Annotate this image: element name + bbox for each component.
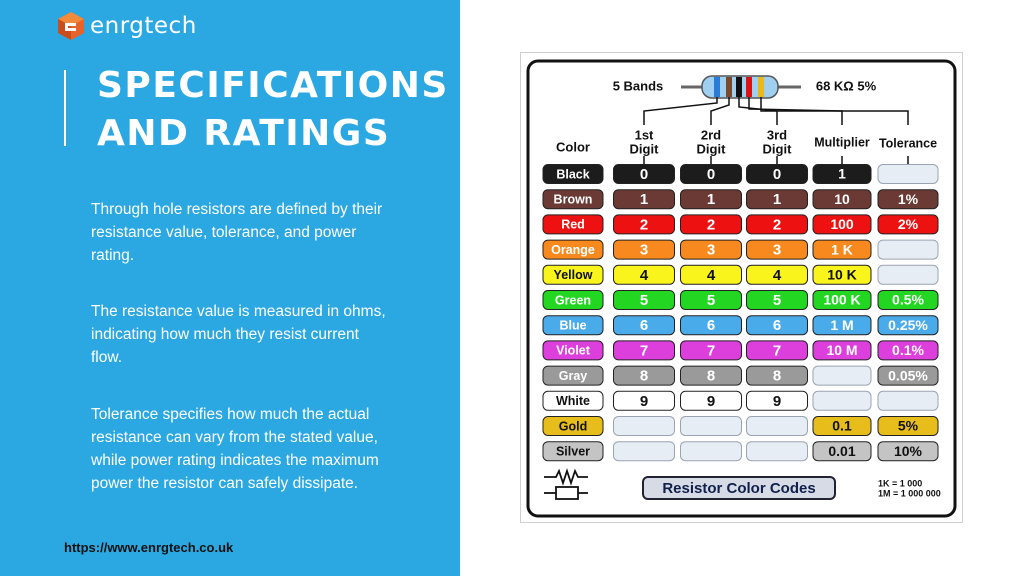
value-pill (614, 442, 675, 461)
value-label: 9 (706, 392, 716, 410)
color-name-label: Blue (559, 318, 587, 333)
footnote-line: 1K = 1 000 (878, 478, 923, 489)
value-label: 10 M (826, 342, 858, 359)
column-header-digit2-line2: Digit (696, 141, 726, 157)
value-label: 7 (639, 342, 649, 360)
column-header-tolerance: Tolerance (878, 136, 938, 151)
value-pill (681, 417, 742, 436)
value-label: 2 (706, 216, 716, 234)
value-pill (878, 265, 938, 284)
chart-title: Resistor Color Codes (662, 479, 816, 497)
value-label: 6 (639, 317, 649, 335)
value-label: 0 (706, 165, 716, 183)
column-header-digit1-line2: Digit (629, 141, 659, 157)
enrgtech-logo-icon (56, 11, 86, 41)
value-label: 0.25% (888, 316, 928, 333)
color-name-label: Silver (555, 444, 591, 459)
value-label: 5% (897, 417, 919, 434)
value-label: 1 (772, 191, 782, 209)
value-label: 0.05% (888, 367, 928, 384)
value-label: 6 (772, 317, 782, 335)
color-name-label: Orange (551, 242, 595, 257)
value-label: 2 (639, 216, 649, 234)
value-label: 2 (772, 216, 782, 234)
resistor-band (714, 77, 720, 97)
value-label: 1% (897, 190, 919, 207)
value-pill (878, 240, 938, 259)
value-label: 7 (706, 342, 716, 360)
value-label: 4 (706, 266, 716, 284)
color-name-label: Red (561, 217, 585, 232)
value-label: 5 (772, 291, 782, 309)
value-label: 10 K (827, 266, 857, 283)
value-pill (614, 417, 675, 436)
resistor-band (726, 77, 732, 97)
value-pill (878, 391, 938, 410)
value-label: 100 (830, 216, 854, 233)
color-name-label: Gold (558, 419, 588, 434)
value-label: 8 (772, 367, 782, 385)
column-header-color: Color (556, 139, 590, 155)
value-label: 1 M (830, 316, 854, 333)
resistor-band (746, 77, 752, 97)
column-header-digit2: 2rd (700, 127, 722, 143)
color-name-label: Brown (553, 192, 593, 207)
value-label: 4 (772, 266, 782, 284)
value-label: 0 (639, 165, 649, 183)
value-label: 100 K (823, 291, 861, 308)
value-label: 0.5% (892, 291, 924, 308)
value-label: 0.01 (828, 442, 856, 459)
column-header-digit1: 1st (634, 127, 654, 143)
value-label: 0 (772, 165, 782, 183)
color-name-label: Gray (558, 368, 588, 383)
value-label: 2% (897, 216, 919, 233)
value-label: 6 (706, 317, 716, 335)
value-pill (681, 442, 742, 461)
color-name-label: Green (554, 293, 592, 308)
value-label: 10% (893, 442, 923, 459)
left-panel (0, 0, 460, 576)
resistor-band (736, 77, 742, 97)
value-pill (747, 417, 808, 436)
value-pill (747, 442, 808, 461)
color-name-label: Violet (556, 343, 590, 358)
value-pill (813, 391, 871, 410)
column-header-multiplier: Multiplier (814, 135, 870, 150)
value-label: 3 (772, 241, 782, 259)
value-label: 7 (772, 342, 782, 360)
value-label: 4 (639, 266, 649, 284)
value-label: 5 (706, 291, 716, 309)
value-label: 10 (834, 190, 850, 207)
paragraph-resistance: The resistance value is measured in ohms, indicating how much they resist current flow. (91, 303, 386, 366)
color-name-label: Yellow (553, 268, 593, 283)
value-label: 1 K (831, 241, 853, 258)
value-label: 8 (706, 367, 716, 385)
value-label: 3 (706, 241, 716, 259)
value-label: 0.1 (832, 417, 852, 434)
value-pill (878, 165, 938, 184)
slide-title: SPECIFICATIONS AND RATINGS (97, 65, 449, 154)
footnote-line: 1M = 1 000 000 (878, 488, 941, 499)
resistor-band (758, 77, 764, 97)
value-label: 1 (639, 191, 649, 209)
value-label: 8 (639, 367, 649, 385)
color-name-label: White (555, 394, 591, 409)
value-label: 9 (772, 392, 782, 410)
value-label: 9 (639, 392, 649, 410)
value-label: 1 (706, 191, 716, 209)
resistor-color-code-chart (526, 59, 957, 518)
header-value-label: 68 KΩ 5% (815, 78, 877, 94)
resistor-box-symbol (556, 487, 578, 499)
column-header-digit3: 3rd (766, 127, 788, 143)
brand-logo[interactable] (56, 11, 197, 41)
value-label: 5 (639, 291, 649, 309)
value-label: 1 (838, 165, 846, 182)
header-bands-label: 5 Bands (612, 78, 664, 94)
value-pill (813, 366, 871, 385)
column-header-digit3-line2: Digit (762, 141, 792, 157)
value-label: 0.1% (892, 342, 924, 359)
website-link[interactable]: https://www.enrgtech.co.uk (64, 540, 234, 555)
paragraph-tolerance: Tolerance specifies how much the actual resistance can vary from the stated value, while power rating indicates the maximum power the resistor can safely dissipate. (91, 406, 379, 492)
value-label: 3 (639, 241, 649, 259)
brand-name: enrgtech (90, 13, 197, 39)
color-name-label: Black (556, 167, 590, 182)
title-accent-bar (64, 70, 66, 146)
paragraph-intro: Through hole resistors are defined by their resistance value, tolerance, and power rating. (91, 201, 383, 264)
